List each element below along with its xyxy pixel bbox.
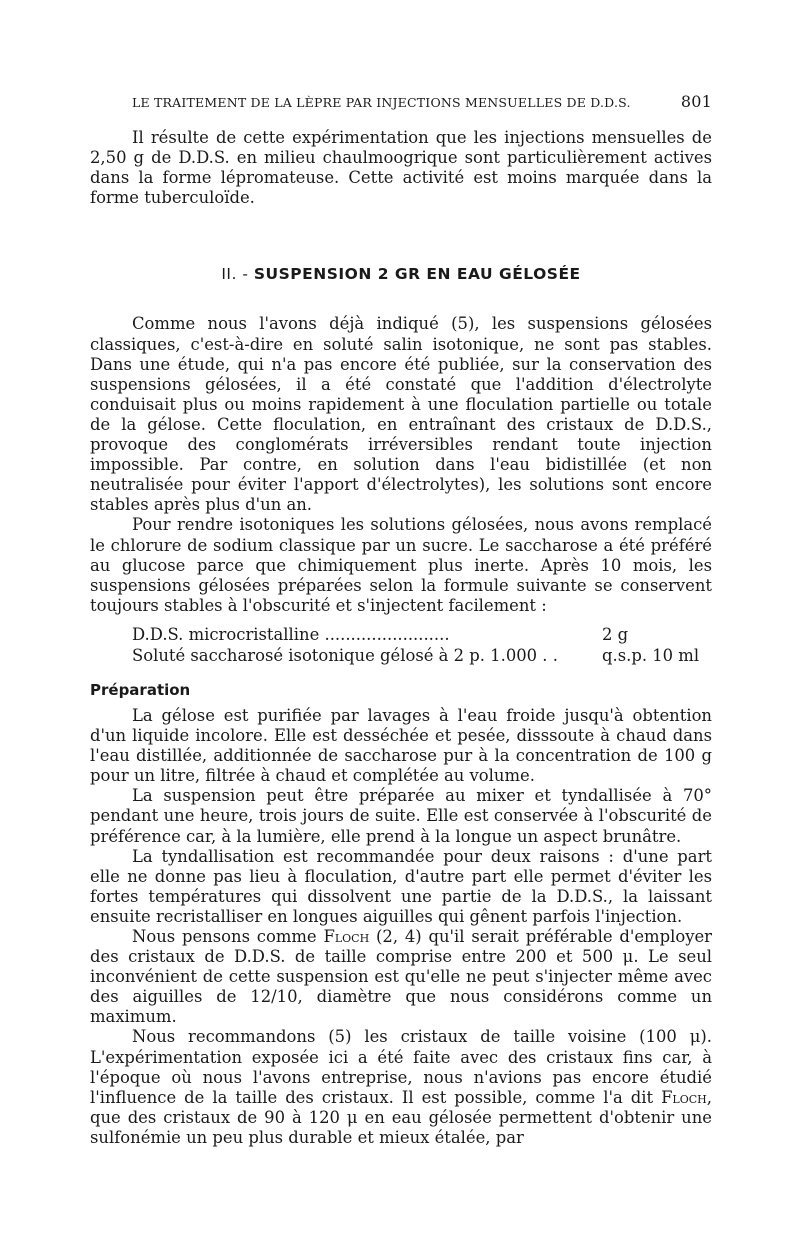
article-body xyxy=(90,128,712,1148)
formula-row xyxy=(132,645,712,666)
paragraph: La suspension peut être préparée au mixer et tyndallisée à 70° pendant une heure, trois jours de suite. Elle est conservée à l'obscurité de préférence car, à la lumière, elle prend à la longue un aspect brunâtre. xyxy=(90,786,712,846)
formula-row xyxy=(132,624,712,645)
subheading: Préparation xyxy=(90,680,191,699)
section-heading xyxy=(90,264,712,284)
paragraph: Comme nous l'avons déjà indiqué (5), les suspensions gélosées classiques, c'est-à-dire en soluté salin isotonique, ne sont pas stables. Dans une étude, qui n'a pas encore été publiée, sur la conservation des suspensions gélosées, il a été constaté que l'addition d'électrolyte conduisait plus ou moins rapidement à une floculation partielle ou totale de la gélose. Cette floculation, en entraînant des cristaux de D.D.S., provoque des conglomérats irréversibles rendant toute injection impossible. Par contre, en solution dans l'eau bidistillée (et non neutralisée pour éviter l'apport d'électrolytes), les solutions sont encore stables après plus d'un an. xyxy=(90,314,712,515)
header-title: LE TRAITEMENT DE LA LÈPRE PAR INJECTIONS MENSUELLES DE D.D.S. xyxy=(132,95,631,110)
author-name: Floch xyxy=(661,1087,707,1107)
running-header xyxy=(132,92,712,111)
section-number: II. - xyxy=(221,265,249,284)
formula-qty: 2 g xyxy=(602,624,629,644)
intro-paragraph: Il résulte de cette expérimentation que les injections mensuelles de 2,50 g de D.D.S. en milieu chaulmoogrique sont particulièrement actives dans la forme lépromateuse. Cette activité est moins marquée dans la forme tuberculoïde. xyxy=(90,128,712,208)
paragraph-floch-2: Nous recommandons (5) les cristaux de taille voisine (100 μ). L'expérimentation exposée ici a été faite avec des cristaux fins car, à l'époque où nous l'avons entreprise, nous n'avions pas encore étudié l'influence de la taille des cristaux. Il est possible, comme l'a dit Floch, que des cristaux de 90 à 120 μ en eau gélosée permettent d'obtenir une sulfonémie un peu plus durable et mieux étalée, par xyxy=(90,1027,712,1147)
formula-item: Soluté saccharosé isotonique gélosé à 2 p. 1.000 . . xyxy=(132,645,558,665)
paragraph: Pour rendre isotoniques les solutions gélosées, nous avons remplacé le chlorure de sodium classique par un sucre. Le saccharose a été préféré au glucose parce que chimiquement plus inerte. Après 10 mois, les suspensions gélosées préparées selon la formule suivante se conservent toujours stables à l'obscurité et s'injectent facilement : xyxy=(90,515,712,615)
formula-qty: q.s.p. 10 ml xyxy=(602,645,700,665)
paragraph: La tyndallisation est recommandée pour deux raisons : d'une part elle ne donne pas lieu à floculation, d'autre part elle permet d'éviter les fortes températures qui dissolvent une partie de la D.D.S., la laissant ensuite recristalliser en longues aiguilles qui gênent parfois l'injection. xyxy=(90,846,712,926)
page-number: 801 xyxy=(680,92,712,111)
author-name: Floch xyxy=(323,927,370,946)
paragraph-floch-1: Nous pensons comme Floch (2, 4) qu'il serait préférable d'employer des cristaux de D.D.S. de taille comprise entre 200 et 500 μ. Le seul inconvénient de cette suspension est qu'elle ne peut s'injecter même avec des aiguilles de 12/10, diamètre que nous considérons comme un maximum. xyxy=(90,927,712,1027)
formula-item: D.D.S. microcristalline ........................ xyxy=(132,624,450,644)
formula-table xyxy=(132,624,712,666)
paragraph: La gélose est purifiée par lavages à l'eau froide jusqu'à obtention d'un liquide incolore. Elle est desséchée et pesée, disssoute à chaud dans l'eau distillée, additionnée de saccharose pur à la concentration de 100 g pour un litre, filtrée à chaud et complétée au volume. xyxy=(90,705,712,786)
section-title: SUSPENSION 2 GR EN EAU GÉLOSÉE xyxy=(253,265,581,284)
